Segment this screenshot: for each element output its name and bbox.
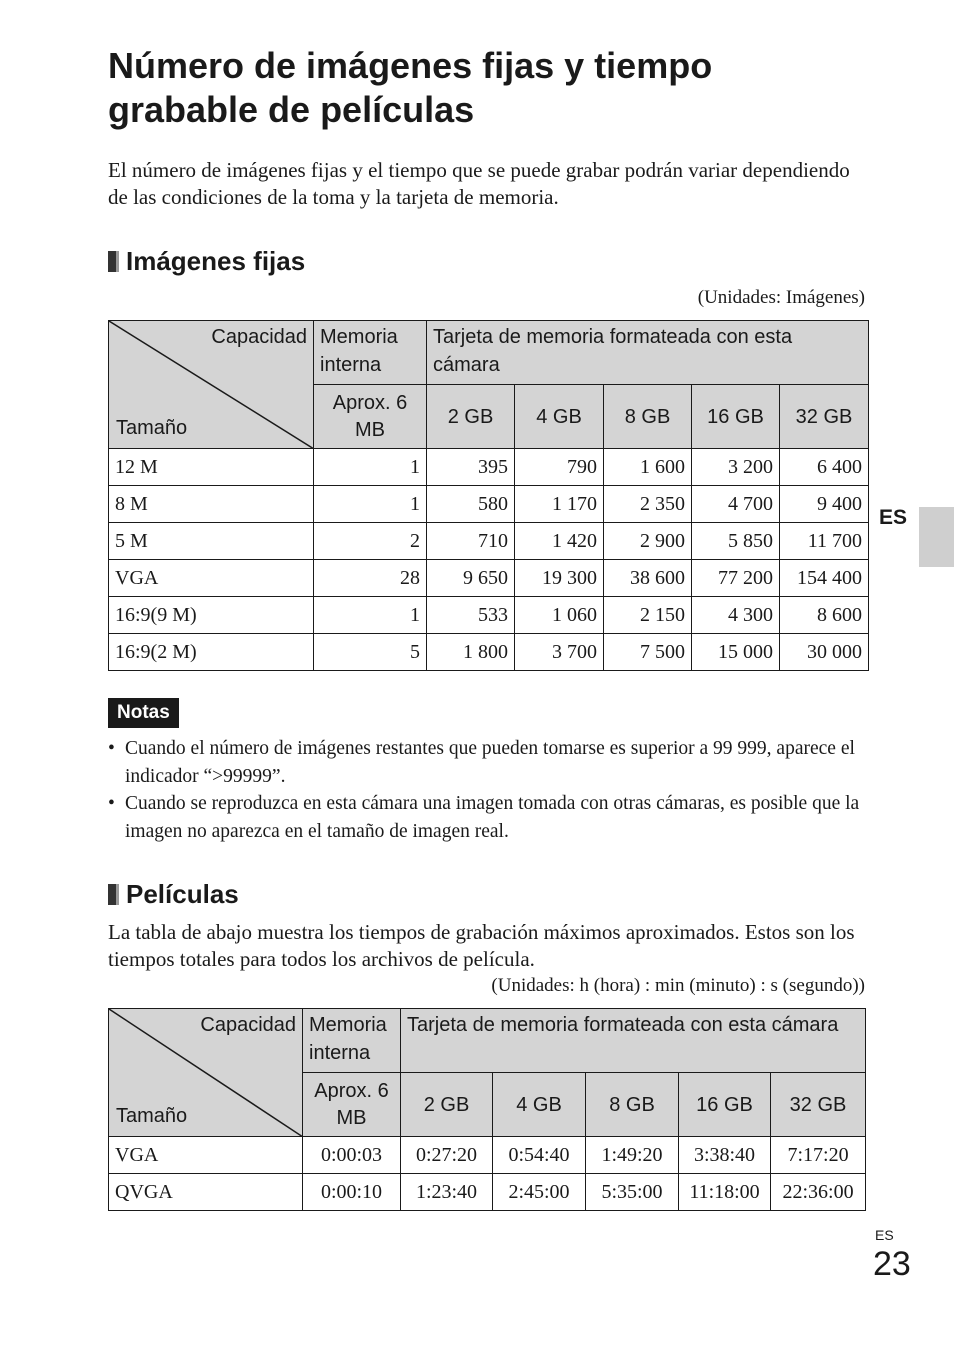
- row-value: 8 600: [780, 597, 869, 634]
- list-item: • Cuando se reproduzca en esta cámara una imagen tomada con otras cámaras, es posible que la imagen no aparezca en el tamaño de imagen real.: [108, 790, 868, 845]
- row-value: 790: [515, 449, 604, 486]
- table-row: [109, 634, 869, 671]
- row-value: 154 400: [780, 560, 869, 597]
- still-header-col: 32 GB: [780, 385, 869, 449]
- table-row: [109, 486, 869, 523]
- page-language: ES: [875, 1227, 894, 1243]
- row-size: VGA: [109, 560, 314, 597]
- language-tab-bar: [919, 507, 954, 567]
- page-title: Número de imágenes fijas y tiempo grabable de películas: [108, 45, 713, 130]
- still-header-col: 16 GB: [692, 385, 780, 449]
- language-tab-label: ES: [879, 506, 908, 529]
- still-images-table: [108, 320, 869, 671]
- row-value: 533: [427, 597, 515, 634]
- movies-header-approx: Aprox. 6 MB: [303, 1073, 401, 1137]
- table-row: [109, 560, 869, 597]
- row-value: 3 200: [692, 449, 780, 486]
- row-size: 16:9(9 M): [109, 597, 314, 634]
- row-value: 1 060: [515, 597, 604, 634]
- row-value: 19 300: [515, 560, 604, 597]
- row-value: 3 700: [515, 634, 604, 671]
- row-value: 6 400: [780, 449, 869, 486]
- row-value: 710: [427, 523, 515, 560]
- row-value: 11:18:00: [679, 1174, 771, 1211]
- row-value: 0:54:40: [493, 1137, 586, 1174]
- movies-header-col: 32 GB: [771, 1073, 866, 1137]
- row-value: 15 000: [692, 634, 780, 671]
- table-row: [109, 449, 869, 486]
- movies-intro-paragraph: La tabla de abajo muestra los tiempos de grabación máximos aproximados. Estos son los tiempos totales para todos los archivos de película.: [108, 920, 855, 971]
- row-size: QVGA: [109, 1174, 303, 1211]
- row-internal: 0:00:03: [303, 1137, 401, 1174]
- row-value: 2 150: [604, 597, 692, 634]
- row-size: VGA: [109, 1137, 303, 1174]
- row-internal: 5: [314, 634, 427, 671]
- row-value: 5:35:00: [586, 1174, 679, 1211]
- row-value: 11 700: [780, 523, 869, 560]
- movies-header-diagonal-cell: [109, 1009, 303, 1137]
- row-value: 7:17:20: [771, 1137, 866, 1174]
- table-row: [109, 523, 869, 560]
- row-internal: 1: [314, 486, 427, 523]
- row-value: 1 600: [604, 449, 692, 486]
- row-value: 2 900: [604, 523, 692, 560]
- movies-header-col: 2 GB: [401, 1073, 493, 1137]
- row-internal: 1: [314, 449, 427, 486]
- row-size: 12 M: [109, 449, 314, 486]
- row-value: 0:27:20: [401, 1137, 493, 1174]
- movies-header-card: Tarjeta de memoria formateada con esta cámara: [401, 1009, 866, 1073]
- row-value: 1:23:40: [401, 1174, 493, 1211]
- table-row: [109, 1174, 866, 1211]
- row-value: 1:49:20: [586, 1137, 679, 1174]
- movies-header-size: Tamaño: [116, 1105, 188, 1127]
- still-header-internal: Memoria interna: [314, 321, 427, 385]
- row-value: 77 200: [692, 560, 780, 597]
- row-size: 8 M: [109, 486, 314, 523]
- row-value: 9 400: [780, 486, 869, 523]
- intro-paragraph: El número de imágenes fijas y el tiempo que se puede grabar podrán variar dependiendo de las condiciones de la toma y la tarjeta de memoria.: [108, 158, 850, 209]
- still-header-approx: Aprox. 6 MB: [314, 385, 427, 449]
- row-internal: 1: [314, 597, 427, 634]
- row-size: 16:9(2 M): [109, 634, 314, 671]
- still-header-col: 2 GB: [427, 385, 515, 449]
- movies-header-col: 8 GB: [586, 1073, 679, 1137]
- row-value: 1 800: [427, 634, 515, 671]
- table-row: [109, 597, 869, 634]
- row-value: 395: [427, 449, 515, 486]
- notes-list: [108, 735, 868, 845]
- row-value: 2 350: [604, 486, 692, 523]
- row-value: 38 600: [604, 560, 692, 597]
- section-marker-icon: [108, 884, 119, 905]
- row-value: 7 500: [604, 634, 692, 671]
- still-header-col: 8 GB: [604, 385, 692, 449]
- movies-header-internal: Memoria interna: [303, 1009, 401, 1073]
- still-header-col: 4 GB: [515, 385, 604, 449]
- section-marker-icon: [108, 251, 119, 272]
- movies-table: [108, 1008, 866, 1211]
- row-value: 22:36:00: [771, 1174, 866, 1211]
- row-value: 4 300: [692, 597, 780, 634]
- row-value: 30 000: [780, 634, 869, 671]
- movies-header-col: 16 GB: [679, 1073, 771, 1137]
- table-row: [109, 1137, 866, 1174]
- movies-header-capacity: Capacidad: [200, 1014, 296, 1036]
- row-value: 3:38:40: [679, 1137, 771, 1174]
- still-images-heading-text: Imágenes fijas: [126, 246, 306, 276]
- row-value: 4 700: [692, 486, 780, 523]
- movies-header-col: 4 GB: [493, 1073, 586, 1137]
- row-value: 9 650: [427, 560, 515, 597]
- row-internal: 2: [314, 523, 427, 560]
- still-header-card: Tarjeta de memoria formateada con esta cámara: [427, 321, 869, 385]
- movies-units: (Unidades: h (hora) : min (minuto) : s (segundo)): [491, 975, 865, 996]
- row-value: 5 850: [692, 523, 780, 560]
- row-value: 580: [427, 486, 515, 523]
- page-number: 23: [873, 1245, 911, 1283]
- row-size: 5 M: [109, 523, 314, 560]
- row-internal: 0:00:10: [303, 1174, 401, 1211]
- row-value: 2:45:00: [493, 1174, 586, 1211]
- movies-heading: [108, 879, 239, 909]
- still-header-size: Tamaño: [116, 417, 188, 439]
- still-header-diagonal-cell: [109, 321, 314, 449]
- notes-label: Notas: [108, 698, 179, 728]
- row-value: 1 170: [515, 486, 604, 523]
- still-images-heading: [108, 246, 305, 276]
- row-value: 1 420: [515, 523, 604, 560]
- movies-heading-text: Películas: [126, 879, 239, 909]
- still-units: (Unidades: Imágenes): [697, 287, 865, 308]
- list-item: • Cuando el número de imágenes restantes que pueden tomarse es superior a 99 999, aparece el indicador “>99999”.: [108, 735, 868, 790]
- still-header-capacity: Capacidad: [211, 326, 307, 348]
- row-internal: 28: [314, 560, 427, 597]
